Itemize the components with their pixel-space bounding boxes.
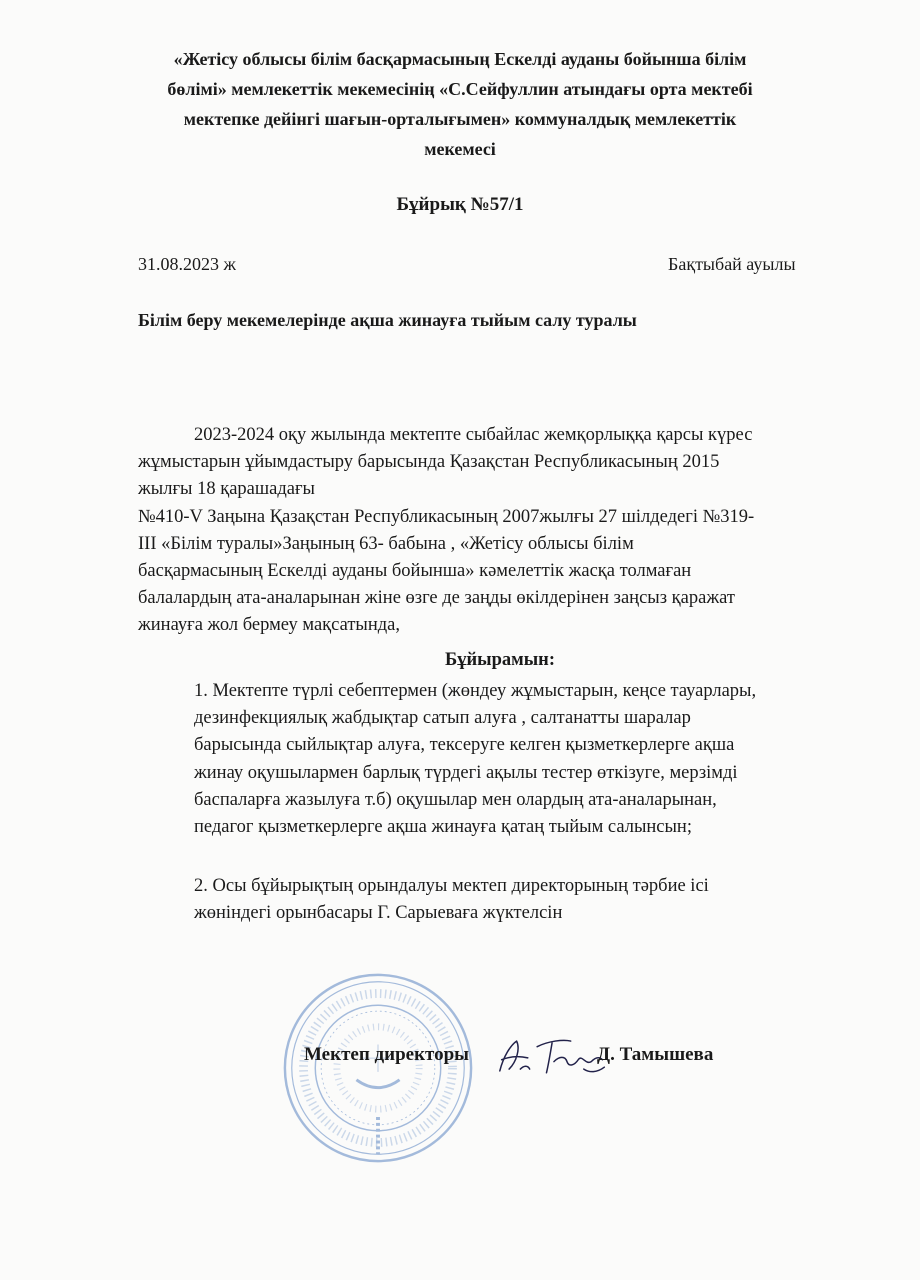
- signature-line: [304, 1044, 713, 1066]
- order-place: Бақтыбай ауылы: [668, 254, 796, 274]
- preamble-line: 2023-2024 оқу жылында мектепте сыбайлас жемқорлыққа қарсы күрес: [194, 425, 753, 445]
- preamble-line: жылғы 18 қарашадағы: [138, 479, 315, 500]
- preamble-line: III «Білім туралы»Заңының 63- бабына , «Жетісу облысы білім: [138, 533, 634, 554]
- item-line: 1. Мектепте түрлі себептермен (жөндеу жұмыстарын, кеңсе тауарлары,: [194, 681, 757, 701]
- header-line: мектепке дейінгі шағын-орталығымен» коммуналдық мемлекеттік: [183, 109, 737, 129]
- command-heading: Бұйырамын:: [445, 650, 555, 670]
- signatory-position: Мектеп директоры: [304, 1044, 470, 1065]
- item-line: жинау оқушылармен барлық түрдегі ақылы тестер өткізуге, мерзімді: [194, 762, 738, 783]
- item-line: 2. Осы бұйырықтың орындалуы мектеп директорының тәрбие ісі: [194, 876, 709, 896]
- preamble-line: балалардың ата-аналарынан жіне өзге де заңды өкілдерінен заңсыз қаражат: [138, 588, 735, 609]
- header-line: мекемесі: [424, 139, 496, 159]
- item-line: дезинфекциялық жабдықтар сатып алуға , салтанатты шаралар: [194, 708, 691, 729]
- preamble-line: №410-V Заңына Қазақстан Республикасының 2007жылғы 27 шілдедегі №319-: [138, 506, 755, 527]
- item-line: баспаларға жазылуға т.б) оқушылар мен олардың ата-аналарынан,: [194, 789, 717, 810]
- item-line: педагог қызметкерлерге ақша жинауға қатаң тыйым салынсын;: [194, 817, 692, 838]
- header-line: бөлімі» мемлекеттік мекемесінің «С.Сейфуллин атындағы орта мектебі: [167, 79, 753, 99]
- item-line: барысында сыйлықтар алуға, тексеруге келген қызметкерлерге ақша: [194, 735, 735, 756]
- preamble-paragraph: [138, 422, 873, 640]
- preamble-line: басқармасының Ескелді ауданы бойынша» кәмелеттік жасқа толмаған: [138, 561, 692, 582]
- signatory-name: Д. Тамышева: [597, 1044, 714, 1065]
- order-title: Бұйрық №57/1: [396, 194, 524, 215]
- item-line: жөніндегі орынбасары Г. Сарыеваға жүктелсін: [194, 903, 563, 924]
- header-line: «Жетісу облысы білім басқармасының Ескелді ауданы бойынша білім: [173, 49, 747, 69]
- preamble-line: жинауға жол бермеу мақсатында,: [138, 615, 401, 636]
- order-subject: Білім беру мекемелерінде ақша жинауға тыйым салу туралы: [138, 310, 637, 330]
- order-item-1: [194, 678, 874, 841]
- institution-header: [120, 44, 800, 164]
- order-date: 31.08.2023 ж: [138, 254, 236, 274]
- order-item-2: [194, 873, 874, 927]
- preamble-line: жұмыстарын ұйымдастыру барысында Қазақстан Республикасының 2015: [138, 452, 720, 473]
- official-stamp: [280, 970, 476, 1166]
